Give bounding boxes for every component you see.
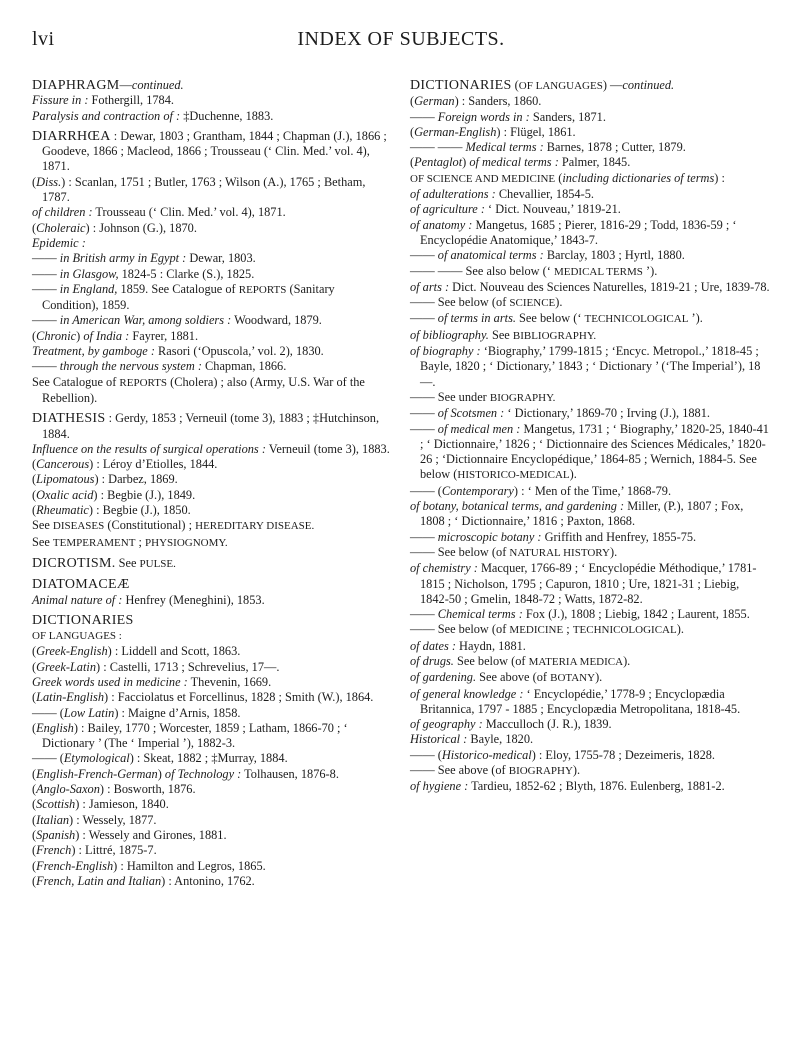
running-title: INDEX OF SUBJECTS. xyxy=(297,28,505,50)
index-entry: —— See below (of MEDICINE ; TECHNICOLOGICAL). xyxy=(410,622,684,637)
index-entry: of dates : Haydn, 1881. xyxy=(410,638,526,653)
index-entry: —— in American War, among soldiers : Woodward, 1879. xyxy=(32,313,322,328)
index-entry: —— in Glasgow, 1824-5 : Clarke (S.), 1825. xyxy=(32,266,255,281)
index-entry: (Anglo-Saxon) : Bosworth, 1876. xyxy=(32,782,196,797)
index-entry: Historical : Bayle, 1820. xyxy=(410,732,534,747)
index-entry: —— —— See also below (‘ MEDICAL TERMS ’). xyxy=(410,263,658,278)
left-column xyxy=(32,78,392,889)
index-entry: of arts : Dict. Nouveau des Sciences Naturelles, 1819-21 ; Ure, 1839-78. xyxy=(410,279,770,294)
index-entry: —— (Low Latin) : Maigne d’Arnis, 1858. xyxy=(32,705,241,720)
index-entry: —— of anatomical terms : Barclay, 1803 ; Hyrtl, 1880. xyxy=(410,248,685,263)
index-entry: (German-English) : Flügel, 1861. xyxy=(410,124,576,139)
index-heading: DIAPHRAGM—continued. xyxy=(32,78,184,93)
index-entry: (Pentaglot) of medical terms : Palmer, 1845. xyxy=(410,155,631,170)
index-entry: See Catalogue of REPORTS (Cholera) ; also (Army, U.S. War of the Rebellion). xyxy=(32,374,365,405)
index-entry: OF LANGUAGES : xyxy=(32,630,122,643)
index-heading: DICTIONARIES xyxy=(32,612,134,628)
index-entry: Treatment, by gamboge : Rasori (‘Opuscola,’ vol. 2), 1830. xyxy=(32,344,324,359)
index-entry: (Lipomatous) : Darbez, 1869. xyxy=(32,472,178,487)
index-entry: of biography : ‘Biography,’ 1799-1815 ; ‘Encyc. Metropol.,’ 1818-45 ; Bayle, 1820 ; ‘ Dictionary,’ 1843 ; ‘ Dictionary ’ (‘The Imperial’), 18—. xyxy=(410,344,761,389)
index-entry: —— (Historico-medical) : Eloy, 1755-78 ; Dezeimeris, 1828. xyxy=(410,747,716,762)
index-entry: (French) : Littré, 1875-7. xyxy=(32,843,157,858)
index-heading: DICTIONARIES (OF LANGUAGES) —continued. xyxy=(410,78,675,93)
index-entry: —— of terms in arts. See below (‘ TECHNICOLOGICAL ’). xyxy=(410,311,703,326)
index-entry: (Oxalic acid) : Begbie (J.), 1849. xyxy=(32,487,196,502)
index-entry: (Italian) : Wessely, 1877. xyxy=(32,812,157,827)
index-entry: —— through the nervous system : Chapman, 1866. xyxy=(32,359,287,374)
index-entry: (German) : Sanders, 1860. xyxy=(410,94,542,109)
index-entry: See DISEASES (Constitutional) ; HEREDITARY DISEASE. xyxy=(32,518,315,533)
index-entry: —— See below (of SCIENCE). xyxy=(410,295,563,310)
index-entry: of chemistry : Macquer, 1766-89 ; ‘ Encyclopédie Méthodique,’ 1781-1815 ; Nicholson, 1795 ; Capuron, 1810 ; Ure, 1821-31 ; Liebig, 1842-50 ; Gmelin, 1848-72 ; Watts, 1872-82. xyxy=(410,561,757,606)
index-entry: —— microscopic botany : Griffith and Henfrey, 1855-75. xyxy=(410,529,697,544)
page-number: lvi xyxy=(32,28,55,50)
index-entry: of anatomy : Mangetus, 1685 ; Pierer, 1816-29 ; Todd, 1836-59 ; ‘ Encyclopédie Anatomique,’ 1843-7. xyxy=(410,217,737,247)
running-head xyxy=(32,28,770,58)
index-entry: Epidemic : xyxy=(32,235,86,250)
index-entry: —— (Contemporary) : ‘ Men of the Time,’ 1868-79. xyxy=(410,483,672,498)
index-entry: Greek words used in medicine : Thevenin, 1669. xyxy=(32,674,272,689)
index-entry: (English-French-German) of Technology : Tolhausen, 1876-8. xyxy=(32,766,339,781)
index-entry: —— of medical men : Mangetus, 1731 ; ‘ Biography,’ 1820-25, 1840-41 ; ‘ Dictionnaire,’ 1826 ; ‘ Dictionnaire des Sciences Médicales,’ 1820-26 ; ‘Dictionnaire Encyclopédique,’ 1864-85 ; Wernich, 1884-5. See below (HISTORICO-MEDICAL). xyxy=(410,421,769,482)
index-entry: Fissure in : Fothergill, 1784. xyxy=(32,93,174,108)
index-columns xyxy=(32,78,770,889)
index-heading: DICROTISM. See PULSE. xyxy=(32,555,176,571)
index-entry: (Scottish) : Jamieson, 1840. xyxy=(32,797,169,812)
index-entry: (Greek-Latin) : Castelli, 1713 ; Schrevelius, 17—. xyxy=(32,659,280,674)
index-entry: of children : Trousseau (‘ Clin. Med.’ vol. 4), 1871. xyxy=(32,205,286,220)
index-heading: DIARRHŒA : Dewar, 1803 ; Grantham, 1844 ; Chapman (J.), 1866 ; Goodeve, 1866 ; Macleod, 1866 ; Trousseau (‘ Clin. Med.’ vol. 4), 1871. xyxy=(32,128,387,174)
index-entry: (Diss.) : Scanlan, 1751 ; Butler, 1763 ; Wilson (A.), 1765 ; Betham, 1787. xyxy=(32,174,366,205)
index-heading: DIATHESIS : Gerdy, 1853 ; Verneuil (tome 3), 1883 ; ‡Hutchinson, 1884. xyxy=(32,411,380,441)
index-entry: Influence on the results of surgical operations : Verneuil (tome 3), 1883. xyxy=(32,441,390,456)
index-entry: —— of Scotsmen : ‘ Dictionary,’ 1869-70 ; Irving (J.), 1881. xyxy=(410,406,710,421)
index-entry: (French-English) : Hamilton and Legros, 1865. xyxy=(32,858,266,873)
index-entry: of adulterations : Chevallier, 1854-5. xyxy=(410,187,594,202)
index-entry: (Chronic) of India : Fayrer, 1881. xyxy=(32,328,199,343)
index-entry: (Latin-English) : Facciolatus et Forcellinus, 1828 ; Smith (W.), 1864. xyxy=(32,690,374,705)
index-entry: —— in England, 1859. See Catalogue of REPORTS (Sanitary Condition), 1859. xyxy=(32,281,335,313)
index-heading: DIATOMACEÆ xyxy=(32,577,130,593)
index-entry: of hygiene : Tardieu, 1852-62 ; Blyth, 1876. Eulenberg, 1881-2. xyxy=(410,779,725,794)
index-entry: —— Chemical terms : Fox (J.), 1808 ; Liebig, 1842 ; Laurent, 1855. xyxy=(410,607,750,622)
index-entry: —— Foreign words in : Sanders, 1871. xyxy=(410,109,606,124)
index-entry: (French, Latin and Italian) : Antonino, 1762. xyxy=(32,873,255,888)
index-entry: of botany, botanical terms, and gardening : Miller, (P.), 1807 ; Fox, 1808 ; ‘ Dictionnaire,’ 1816 ; Paxton, 1868. xyxy=(410,499,744,529)
index-entry: —— —— Medical terms : Barnes, 1878 ; Cutter, 1879. xyxy=(410,140,686,155)
index-entry: of drugs. See below (of MATERIA MEDICA). xyxy=(410,653,631,668)
index-entry: —— See below (of NATURAL HISTORY). xyxy=(410,544,618,559)
index-entry: Animal nature of : Henfrey (Meneghini), 1853. xyxy=(32,592,265,607)
index-entry: OF SCIENCE AND MEDICINE (including dictionaries of terms) : xyxy=(410,170,725,185)
index-entry: —— See under BIOGRAPHY. xyxy=(410,389,556,404)
index-entry: (Cancerous) : Léroy d’Etiolles, 1844. xyxy=(32,457,218,472)
index-entry: of gardening. See above (of BOTANY). xyxy=(410,670,603,685)
index-entry: of geography : Macculloch (J. R.), 1839. xyxy=(410,717,612,732)
right-column xyxy=(410,78,770,889)
index-entry: (Rheumatic) : Begbie (J.), 1850. xyxy=(32,503,191,518)
index-entry: of general knowledge : ‘ Encyclopédie,’ 1778-9 ; Encyclopædia Britannica, 1797 - 1885 ; Encyclopædia Metropolitana, 1818-45. xyxy=(410,686,741,716)
index-entry: —— in British army in Egypt : Dewar, 1803. xyxy=(32,251,256,266)
index-entry: of agriculture : ‘ Dict. Nouveau,’ 1819-21. xyxy=(410,202,621,217)
index-entry: (English) : Bailey, 1770 ; Worcester, 1859 ; Latham, 1866-70 ; ‘ Dictionary ’ (The ‘ Imperial ’), 1882-3. xyxy=(32,720,348,751)
index-entry: (Greek-English) : Liddell and Scott, 1863. xyxy=(32,644,241,659)
index-entry: of bibliography. See BIBLIOGRAPHY. xyxy=(410,327,597,342)
index-entry: Paralysis and contraction of : ‡Duchenne, 1883. xyxy=(32,108,274,123)
index-entry: (Spanish) : Wessely and Girones, 1881. xyxy=(32,827,227,842)
index-entry: (Choleraic) : Johnson (G.), 1870. xyxy=(32,220,197,235)
index-entry: —— See above (of BIOGRAPHY). xyxy=(410,763,581,778)
index-entry: See TEMPERAMENT ; PHYSIOGNOMY. xyxy=(32,534,228,549)
index-entry: —— (Etymological) : Skeat, 1882 ; ‡Murray, 1884. xyxy=(32,751,288,766)
